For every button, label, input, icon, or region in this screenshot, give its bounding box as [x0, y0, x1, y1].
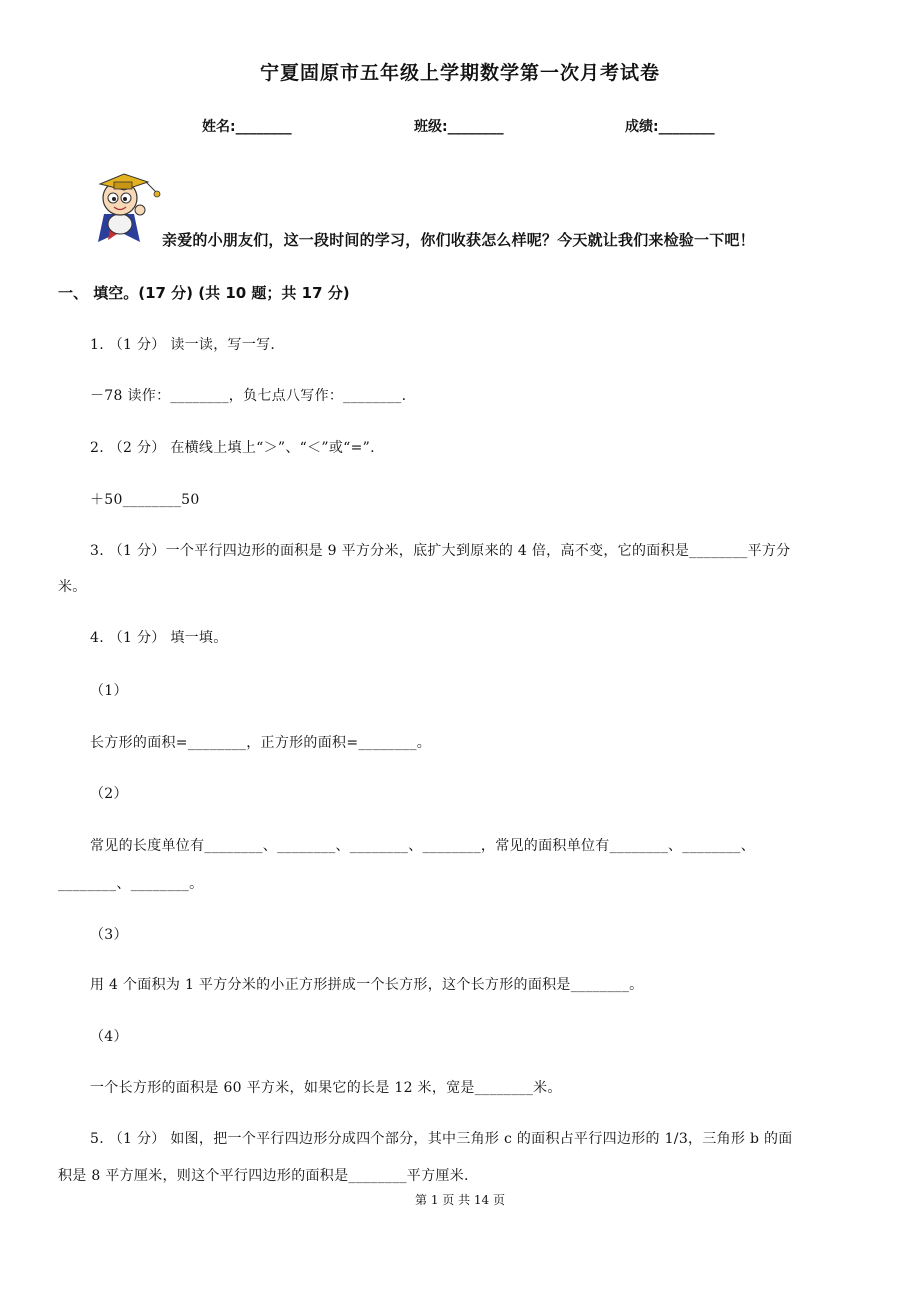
- question-1-content: －78 读作：________，负七点八写作：________.: [90, 388, 407, 404]
- question-4-part-3: （3）: [90, 927, 128, 943]
- class-field: 班级:________: [414, 119, 504, 135]
- question-2: 2. （2 分） 在横线上填上“＞”、“＜”或“=”.: [90, 440, 375, 456]
- question-3: 3. （1 分）一个平行四边形的面积是 9 平方分米，底扩大到原来的 4 倍，高不变，它的面积是________平方分: [90, 543, 791, 559]
- question-4: 4. （1 分） 填一填。: [90, 630, 228, 646]
- question-4-part-4-content: 一个长方形的面积是 60 平方米，如果它的长是 12 米，宽是________米。: [90, 1080, 562, 1096]
- mascot-icon: [90, 170, 168, 246]
- section-heading: 一、 填空。(17 分) (共 10 题；共 17 分): [58, 284, 350, 302]
- name-field: 姓名:________: [202, 119, 292, 135]
- question-4-part-1-content: 长方形的面积=________，正方形的面积=________。: [90, 735, 432, 751]
- page-title: 宁夏固原市五年级上学期数学第一次月考试卷: [259, 62, 660, 84]
- question-1: 1. （1 分） 读一读，写一写.: [90, 337, 276, 353]
- question-2-content: ＋50________50: [90, 492, 200, 508]
- question-5-continued: 积是 8 平方厘米，则这个平行四边形的面积是________平方厘米.: [58, 1168, 469, 1184]
- question-3-continued: 米。: [58, 579, 87, 595]
- question-4-part-1: （1）: [90, 683, 128, 699]
- question-4-part-3-content: 用 4 个面积为 1 平方分米的小正方形拼成一个长方形，这个长方形的面积是________。: [90, 977, 644, 993]
- question-4-part-2: （2）: [90, 786, 128, 802]
- question-4-part-2-continued: ________、________。: [58, 876, 204, 892]
- question-4-part-2-content: 常见的长度单位有________、________、________、________，常见的面积单位有________、________、: [90, 838, 755, 854]
- greeting-text: 亲爱的小朋友们，这一段时间的学习，你们收获怎么样呢？今天就让我们来检验一下吧！: [162, 231, 755, 249]
- page-footer: 第 1 页 共 14 页: [415, 1193, 505, 1207]
- question-5: 5. （1 分） 如图，把一个平行四边形分成四个部分，其中三角形 c 的面积占平行四边形的 1/3，三角形 b 的面: [90, 1131, 793, 1147]
- question-4-part-4: （4）: [90, 1029, 128, 1045]
- score-field: 成绩:________: [625, 119, 715, 135]
